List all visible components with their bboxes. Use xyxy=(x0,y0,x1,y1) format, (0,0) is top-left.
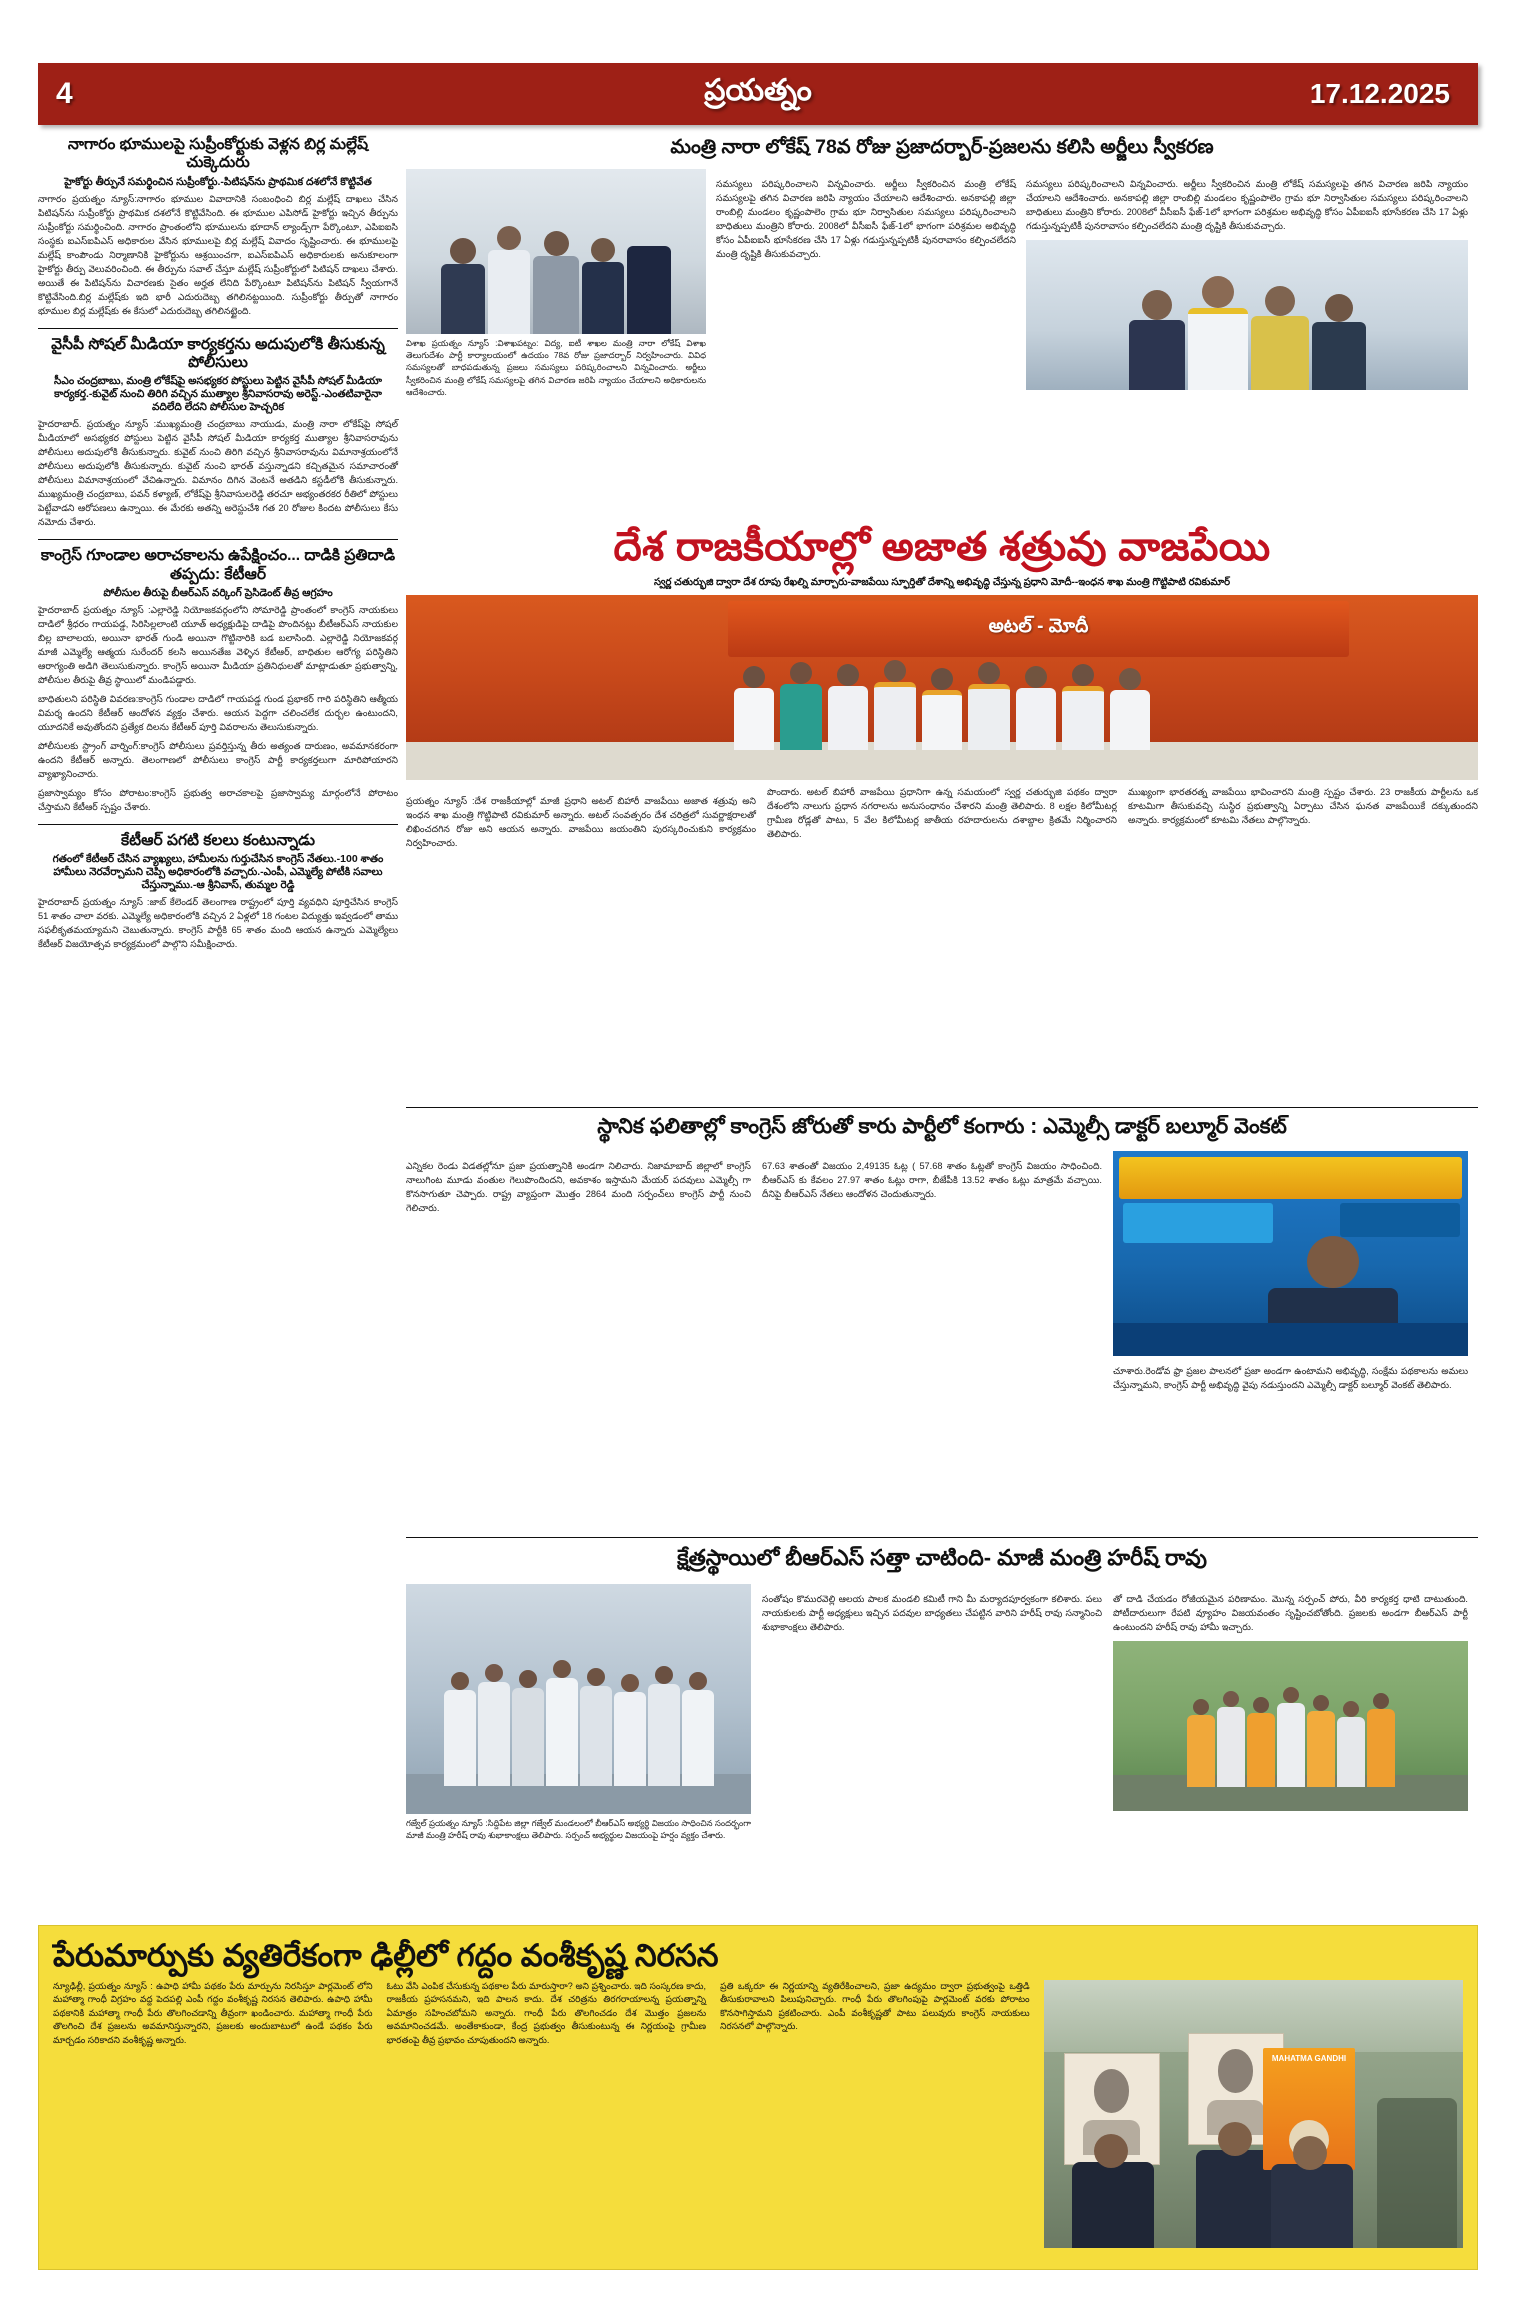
article-subhead: సీఎం చంద్రబాబు, మంత్రి లోకేష్‌పై అసభ్యకర పోస్టులు పెట్టిన వైసీపీ సోషల్ మీడియా కార్యకర్త.-కువైట్ నుంచి తిరిగి వచ్చిన ముత్యాల శ్రీనివాసరావు అరెస్ట్.-ఎంతటివారైనా వదిలేది లేదని పోలీసుల హెచ్చరిక xyxy=(54,375,382,414)
page-number: 4 xyxy=(56,77,73,110)
brs-supporters-rally-photo xyxy=(1113,1641,1468,1811)
article-headline: మంత్రి నారా లోకేష్ 78వ రోజు ప్రజాదర్బార్-ప్రజలను కలిసి అర్జీలు స్వీకరణ xyxy=(670,136,1214,158)
article-body: సమస్యలు పరిష్కరించాలని విన్నవించారు. అర్జీలు స్వీకరించిన మంత్రి లోకేష్ సమస్యలపై తగిన విచారణ జరిపి న్యాయం చేయాలని ఆదేశించారు. అనకాపల్లి జిల్లా రాంబిల్లి మండలం కృష్ణంపాలెం గ్రామ భూ నిర్వాసితుల సమస్యలు పరిష్కరించాలని బాధితులు మంత్రిని కోరారు. 2008లో వీసీఐసీ ఫేజ్-1లో భాగంగా పరిశ్రమల అభివృద్ధి కోసం ఏపీఐఐసీ భూసేకరణ చేసి 17 ఏళ్లు గడుస్తున్నప్పటికీ పునరావాసం కల్పించలేదని మంత్రి దృష్టికి తీసుకువచ్చారు. xyxy=(716,179,1016,260)
article-subhead: గతంలో కేటీఆర్ చేసిన వ్యాఖ్యలు, హామీలను గుర్తుచేసిన కాంగ్రెస్ నేతలు.-100 శాతం హామీలు నెరవేర్చామని చెప్పి అధికారంలోకి వచ్చారు.-ఎంపీ, ఎమ్మెల్యే పోటీకి సవాలు చేస్తున్నాము.-ఆ శ్రీనివాస్, తుమ్మల రెడ్డి xyxy=(52,853,384,892)
article-headline: కాంగ్రెస్ గూండాల అరాచకాలను ఉపేక్షించం... దాడికి ప్రతిదాడి తప్పదు: కేటీఆర్ xyxy=(40,547,396,583)
article-headline: నాగారం భూములపై సుప్రీంకోర్టుకు వెళ్లన బిర్ల మల్లేష్ చుక్కెదురు xyxy=(67,136,369,172)
divider xyxy=(406,1107,1478,1108)
article-body: హైదరాబాద్ ప్రయత్నం న్యూస్ :ఎల్లారెడ్డి నియోజకవర్గంలోని సోమారెడ్డి ప్రాంతంలో కాంగ్రెస్ నాయకులు దాడిలో శ్రీధరం గాయపడ్డ, సిరిసిల్లలాంటి యూత్ అధ్యక్షుడిపై దాడిపై పొందినట్లు బీటీఆర్ఎస్ నాయకుల బిల్ల బాలాలయ, అయినా భారత్ గుండి అయినా గొట్టినారికి బడ బలాసింది. ఎల్లారెడ్డి నియోజకవర్గ మాజీ ఎమ్మెల్యే ఆత్మయ సురేందర్ కలసి అయినతేజ వెళ్ళిన కేటీఆర్, బాధితుల ఆరోగ్య పరిస్థితిని ఆరాగ్యంతి అడిగి తెలుసుకున్నారు. కాంగ్రెస్ అయినా మీడియా ప్రతినిధులతో మాట్లాడుతూ ప్రభుత్వాన్ని, పోలీసుల తీరుపై తీవ్ర స్థాయిలో మండిపడ్డారు. xyxy=(38,605,398,685)
article-body-4: ప్రజాస్వామ్యం కోసం పోరాటం:కాంగ్రెస్ ప్రభుత్వ అరాచకాలపై ప్రజాస్వామ్య మార్గంలోనే పోరాటం చేస్తామని కేటీఆర్ స్పష్టం చేశారు. xyxy=(38,787,398,812)
banner-headline: పేరుమార్పుకు వ్యతిరేకంగా ఢిల్లీలో గద్దం వంశీకృష్ణ నిరసన xyxy=(53,1938,719,1973)
divider xyxy=(38,539,398,540)
article-headline: కేటీఆర్ పగటి కలలు కంటున్నాడు xyxy=(121,831,315,849)
lokesh-public-darbar-photo xyxy=(406,169,706,334)
article-headline: క్షేత్రస్థాయిలో బీఆర్ఎస్ సత్తా చాటింది- మాజీ మంత్రి హరీష్ రావు xyxy=(677,1545,1207,1570)
photo-caption: విశాఖ ప్రయత్నం న్యూస్ :విశాఖపట్నం: విద్య, ఐటీ శాఖల మంత్రి నారా లోకేష్ విశాఖ తెలుగుదేశం పార్టీ కార్యాలయంలో ఉదయం 78వ రోజు ప్రజాదర్బార్ నిర్వహించారు. వివిధ సమస్యలతో బాధపడుతున్న ప్రజలు సమస్యలు పరిష్కరించాలని విన్నవించారు. అర్జీలు స్వీకరించిన మంత్రి లోకేష్ సమస్యలపై తగిన విచారణ జరిపి న్యాయం చేయాలని అధికారులను ఆదేశించారు. xyxy=(406,338,706,397)
publication-date: 17.12.2025 xyxy=(1309,78,1450,109)
article-body-col3: చూశారు.రెండోవ ఫ్రా ప్రజల పాలనలో ప్రజా అండగా ఉంటామని అభివృద్ధి, సంక్షేమ పథకాలను అమలు చేస్తున్నామని, కాంగ్రెస్ పార్టీ అభివృద్ధి వైపు నడుస్తుందని ఎమ్మెల్సీ డాక్టర్ బల్మూర్ వెంకట్ తెలిపారు. xyxy=(1113,1366,1468,1391)
article-body-2: బాధితులని పరిస్థితి వివరణ:కాంగ్రెస్ గుండాల దాడిలో గాయపడ్డ గుండ ప్రభాకర్ గారి పరిస్థితిని ఆత్మీయ విమర్శ ఉందని కేటీఆర్ ఆందోళన వ్యక్తం చేశారు. ఆయన పెద్దగా చలించలేక దుర్బల ఉంటుందని, యూదనికే అవుతోందని ప్రత్యేక దిలను కేటీఆర్ పూర్తి వివరాలను తెలుసుకున్నారు. xyxy=(38,693,398,732)
article-body: నాగారం ప్రయత్నం న్యూస్:నాగారం భూముల వివాదానికి సంబంధించి బిర్ల మల్లేష్ దాఖలు చేసిన పిటిషన్‌ను సుప్రీంకోర్టు ప్రాథమిక దశలోనే కొట్టివేసింది. ఈ భూముల ఎపిసోడ్ హైకోర్టు ఇచ్చిన తీర్పును సుప్రీంకోర్టు సమర్థించింది. నాగారం ప్రాంతంలోని భూములను భూదాన్ ల్యాండ్స్‌గా పేర్కొంటూ, ఎపిఐఐసి సంస్థకు ఐఎస్‌ఐపిఎస్ అధికారుల వేసిన భూములపై బిర్ల మల్లేష్ వివాదం సృష్టించారు. ఈ భూములపై మల్లేష్ కాంపౌండు నిర్మాణానికి హైకోర్టును ఆశ్రయించగా, ఐఎస్‌ఐపిఎస్ అధికారులకు అనుకూలంగా హైకోర్టు తీర్పు వెలువరించింది. ఈ తీర్పును సవాల్ చేస్తూ మల్లేష్ సుప్రీంకోర్టులో పిటిషన్ దాఖలు చేశారు. అయితే ఈ పిటిషన్‌ను విచారణకు సైతం అర్హత లేనిది పేర్కొంటూ పిటిషన్‌ను పిటిషన్ స్వీయగానే కొట్టివేసింది.బిర్ల మల్లేష్‌కు ఇది భారీ ఎదురుదెబ్బ తగిలినట్టయింది. సుప్రీంకోర్టు తీర్పుతో నాగారం భూముల బిర్ల మల్లేష్‌కు ఈ కేసులో ఎదురుదెబ్బ తగిలినట్టైంది. xyxy=(38,193,398,316)
article-body-col2: పొందారు. అటల్ బిహారీ వాజపేయి ప్రధానిగా ఉన్న సమయంలో స్వర్ణ చతుర్భుజి పథకం ద్వారా దేశంలోని నాలుగు ప్రధాన నగరాలను అనుసంధానం చేశారని మంత్రి తెలిపారు. 8 లక్షల కిలోమీటర్ల గ్రామీణ రోడ్లతో పాటు, 5 వేల కిలోమీటర్ల జాతీయ రహదారులను దశాబ్దాల క్రితమే నిర్మించారని తెలిపారు. xyxy=(767,787,1117,839)
article-subhead: హైకోర్టు తీర్పునే సమర్థించిన సుప్రీంకోర్టు.-పిటిషన్‌ను ప్రాథమిక దశలోనే కొట్టివేత xyxy=(64,175,372,188)
article-body-col2: తో దాడి చేయడం రోజీయమైన పరిణామం. మొన్న సర్పంచ్ పోరు, వీరి కార్యకర్త ధాటి దాటుతుంది. పోటీదారులుగా రేపటి వ్యూహం విజయవంతం సృష్టించబోతోంది. ప్రజలకు అండగా బీఆర్ఎస్ పార్టీ ఉంటుందని హరీష్ రావు హామీ ఇచ్చారు. xyxy=(1113,1594,1468,1633)
lokesh-receiving-petitions-photo xyxy=(1026,240,1468,390)
delhi-gandhi-portrait-protest-photo xyxy=(1044,1980,1463,2248)
atal-modi-event-stage-photo xyxy=(406,595,1478,780)
article-headline: దేశ రాజకీయాల్లో అజాత శత్రువు వాజపేయి xyxy=(613,525,1271,569)
divider xyxy=(406,1537,1478,1538)
poster-text: MAHATMA GANDHI xyxy=(1271,2053,1347,2063)
photo-caption: గజ్వేల్ ప్రయత్నం న్యూస్ :సిద్దిపేట జిల్లా గజ్వేల్ మండలంలో బీఆర్ఎస్ అభ్యర్థి విజయం సాధించిన సందర్భంగా మాజీ మంత్రి హరీష్ రావు శుభాకాంక్షలు తెలిపారు. సర్పంచ్ అభ్యర్థుల విజయంపై హర్షం వ్యక్తం చేశారు. xyxy=(406,1818,751,1841)
article-subhead: పోలీసుల తీరుపై బీఆర్ఎస్ వర్కింగ్ ప్రెసిడెంట్ తీవ్ర ఆగ్రహం xyxy=(103,586,333,599)
stage-banner-text: అటల్ - మోదీ xyxy=(988,616,1089,637)
newspaper-brand: ప్రయత్నం xyxy=(704,73,812,107)
article-body-col1: సంతోషం కొమురవెల్లి ఆలయ పాలక మండలి కమిటీ గాని మీ మర్యాదపూర్వకంగా కలిశారు. పలు నాయకులకు పార్టీ అధ్యక్షులు ఇచ్చిన పదవుల బాధ్యతలు చేపట్టిన వారిని హరీష్ రావు సన్మానించి శుభాకాంక్షలు తెలిపారు. xyxy=(762,1594,1102,1633)
masthead-banner xyxy=(38,63,1478,125)
divider xyxy=(38,328,398,329)
article-body-3: పోలీసులకు స్ట్రాంగ్ వార్నింగ్:కాంగ్రెస్ పోలీసులు ప్రవర్తిస్తున్న తీరు అత్యంత దారుణం, అవమానకరంగా ఉందని కేటీఆర్ అన్నారు. తెలంగాణలో పోలీసులు కాంగ్రెస్ పార్టీ కార్యకర్తలుగా మారిపోయారని వ్యాఖ్యానించారు. xyxy=(38,740,398,779)
article-ktr-congress-goondas xyxy=(38,547,398,814)
article-body-col2: 67.63 శాతంతో విజయం 2,49135 ఓట్ల ( 57.68 శాతం ఓట్లతో కాంగ్రెస్ విజయం సాధించింది. బీఆర్ఎస్ కు కేవలం 27.97 శాతం ఓట్లు రాగా, బీజేపీకి 13.52 శాతం ఓట్లు మాత్రమే వచ్చాయి. దీనిపై బీఆర్ఎస్ నేతలు ఆందోళన చెందుతున్నారు. xyxy=(762,1161,1102,1200)
article-headline: స్థానిక ఫలితాల్లో కాంగ్రెస్ జోరుతో కారు పార్టీలో కంగారు : ఎమ్మెల్సీ డాక్టర్ బల్మూర్ వెంకట్ xyxy=(597,1115,1287,1138)
banner-body-col1: న్యూఢిల్లీ, ప్రయత్నం న్యూస్ : ఉపాధి హామీ పథకం పేరు మార్పును నిరసిస్తూ పార్లమెంట్ లోని మహాత్మా గాంధీ విగ్రహం వద్ద పెదపల్లి ఎంపీ గద్దం వంశీకృష్ణ నిరసన తెలిపారు. ఉపాధి హామీ పథకానికి మహాత్మా గాంధీ పేరు తొలగించడాన్ని తీవ్రంగా ఖండించారు. మహాత్మా గాంధీ పేరు తొలగించి దేశ ప్రజలను అవమానిస్తున్నారని, ప్రజలకు అందుబాటులో ఉండే పథకం పేరు మార్చడం సరికాదని వంశీకృష్ణ అన్నారు. xyxy=(53,1980,373,2045)
article-harish-rao xyxy=(406,1530,1478,1850)
divider xyxy=(38,824,398,825)
bottom-banner-article xyxy=(38,1925,1478,2270)
article-balmoor-venkat xyxy=(406,1100,1478,1402)
article-headline: వైసీపీ సోషల్ మీడియా కార్యకర్తను అదుపులోకి తీసుకున్న పోలీసులు xyxy=(51,335,385,371)
article-body-continued: సమస్యలు పరిష్కరించాలని విన్నవించారు. అర్జీలు స్వీకరించిన మంత్రి లోకేష్ సమస్యలపై తగిన విచారణ జరిపి న్యాయం చేయాలని ఆదేశించారు. అనకాపల్లి జిల్లా రాంబిల్లి మండలం కృష్ణంపాలెం గ్రామ భూ నిర్వాసితుల సమస్యలు పరిష్కరించాలని బాధితులు మంత్రిని కోరారు. 2008లో వీసీఐసీ ఫేజ్-1లో భాగంగా పరిశ్రమల అభివృద్ధి కోసం ఏపీఐఐసీ భూసేకరణ చేసి 17 ఏళ్లు గడుస్తున్నప్పటికీ పునరావాసం కల్పించలేదని మంత్రి దృష్టికి తీసుకువచ్చారు. xyxy=(1026,179,1468,232)
article-body-col3: ముఖ్యంగా భారతరత్న వాజపేయి భావించారని మంత్రి స్పష్టం చేశారు. 23 రాజకీయ పార్టీలను ఒక కూటమిగా తీసుకువచ్చి సుస్థిర ప్రభుత్వాన్ని ఏర్పాటు చేసిన ఘనత వాజపేయికే దక్కుతుందని అన్నారు. కార్యక్రమంలో కూటమి నేతలు పాల్గొన్నారు. xyxy=(1128,787,1478,825)
article-ycp-social-media xyxy=(38,336,398,531)
left-column xyxy=(38,136,398,961)
article-body: హైదరాబాద్ ప్రయత్నం న్యూస్ :జాబ్ కేలెండర్ తెలంగాణ రాష్ట్రంలో పూర్తి వ్యవధిని పూర్తిచేసిన కాంగ్రెస్ 51 శాతం చాలా వరకు. ఎమ్మెల్యే అధికారంలోకి వచ్చిన 2 ఏళ్లలో 18 గంటల విద్యుత్తు ఇవ్వడంలో తాము సఫలీకృతమయ్యామని చెబుతున్నారు. కాంగ్రెస్ పార్టీకి 65 శాతం మంది ఆయన ఉన్నారు ఎమ్మెల్యేలు కేటీఆర్ విజయోత్సవ కార్యక్రమంలో పాల్గొని సమీక్షించారు. xyxy=(38,897,398,950)
article-body-col1: ఎన్నికల రెండు విడతల్లోనూ ప్రజా ప్రయత్నానికి అండగా నిలిచారు. నిజామాబాద్ జిల్లాలో కాంగ్రెస్ నాలుగింట మూడు వంతుల గెలుపొందిందని, అవకాశం ఇస్తామని మేయర్ పదవులు ఎమ్మెల్సీ గా కొనసాగుతూ చెప్పారు. రాష్ట్ర వ్యాప్తంగా మొత్తం 2864 మంది సర్పంచ్‌లు కాంగ్రెస్ పార్టీ నుంచి గెలిచారు. xyxy=(406,1161,751,1214)
banner-body-col2: ఓటు వేసి ఎంపిక చేసుకున్న పథకాల పేరు మారుస్తారా? అని ప్రశ్నించారు. ఇది సంస్కరణ కాదు, రాజకీయ ప్రహసనమని, ఇది పాలన కాదు. దేశ చరిత్రను తిరగరాయాలన్న ప్రయత్నాన్ని ఏమాత్రం సహించబోమని అన్నారు. గాంధీ పేరు తొలగించడం దేశ మొత్తం ప్రజలను అవమానించడమే. అంతేకాకుండా, కేంద్ర ప్రభుత్వం తీసుకుంటున్న ఈ నిర్ణయంపై గ్రామీణ భారతంపై తీవ్ర ప్రభావం చూపుతుందని అన్నారు. xyxy=(386,1980,707,2045)
brs-victory-rally-photo xyxy=(406,1584,751,1814)
article-ktr-daydreams xyxy=(38,832,398,953)
article-vajpayee xyxy=(406,520,1478,851)
article-lokesh-darbar xyxy=(406,136,1478,406)
article-body-col1: ప్రయత్నం న్యూస్ :దేశ రాజకీయాల్లో మాజీ ప్రధాని అటల్ బిహారీ వాజపేయి అజాత శత్రువు అని ఇంధన శాఖ మంత్రి గొట్టిపాటి రవికుమార్ అన్నారు. అటల్ సంవత్సరం దేశ చరిత్రలో సువర్ణాక్షరాలతో లిఖించదగిన రోజు అని ఆయన అన్నారు. వాజపేయి జయంతిని పురస్కరించుకుని కార్యక్రమం నిర్వహించారు. xyxy=(406,796,756,849)
banner-body-col3: ప్రతి ఒక్కరూ ఈ నిర్ణయాన్ని వ్యతిరేకించాలని, ప్రజా ఉద్యమం ద్వారా ప్రభుత్వంపై ఒత్తిడి తీసుకురావాలని పిలుపునిచ్చారు. గాంధీ పేరు తొలగింపుపై పార్లమెంట్ వరకు పోరాటం కొనసాగిస్తామని ప్రకటించారు. ఎంపీ వంశీకృష్ణతో పాటు పలువురు కాంగ్రెస్ నాయకులు నిరసనలో పాల్గొన్నారు. xyxy=(720,1980,1030,2032)
balmoor-venkat-tv-interview-photo xyxy=(1113,1151,1468,1356)
article-subhead: స్వర్ణ చతుర్భుజి ద్వారా దేశ రూపు రేఖల్ని మార్చారు-వాజపేయి స్ఫూర్తితో దేశాన్ని అభివృద్ధి చేస్తున్న ప్రధాని మోదీ--ఇంధన శాఖ మంత్రి గొట్టిపాటి రవికుమార్ xyxy=(653,577,1231,588)
article-body: హైదరాబాద్. ప్రయత్నం న్యూస్ :ముఖ్యమంత్రి చంద్రబాబు నాయుడు, మంత్రి నారా లోకేష్‌పై సోషల్ మీడియాలో అసభ్యకర పోస్టులు పెట్టిన వైసీపీ సోషల్ మీడియా కార్యకర్త ముత్యాల శ్రీనివాసరావును పోలీసులు అదుపులోకి తీసుకున్నారు. కువైట్ నుంచి తిరిగి వచ్చిన శ్రీనివాసరావును విమానాశ్రయంలోనే పోలీసులు అదుపులోకి తీసుకున్నారు. కువైట్ నుంచి భారత్ వస్తున్నాడని కచ్చితమైన సమాచారంతో పోలీసులు విమానాశ్రయంలో వేచిఉన్నారు. విమానం దిగిన వెంటనే అతడిని కస్టడీలోకి తీసుకున్నారు. ముఖ్యమంత్రి చంద్రబాబు, పవన్ కళ్యాణ్, లోకేష్‌పై శ్రీనివాసులరెడ్డి తరచూ అభ్యంతరకర రీతిలో పోస్టులు పెట్టేవాడని ఆరోపణలు ఉన్నాయి. ఈ మేరకు అతన్ని అరెస్టుచేశి గత 20 రోజుల కిందట పోలీసులు కేసు నమోదు చేశారు. xyxy=(38,419,398,528)
article-nagaram-lands xyxy=(38,136,398,319)
